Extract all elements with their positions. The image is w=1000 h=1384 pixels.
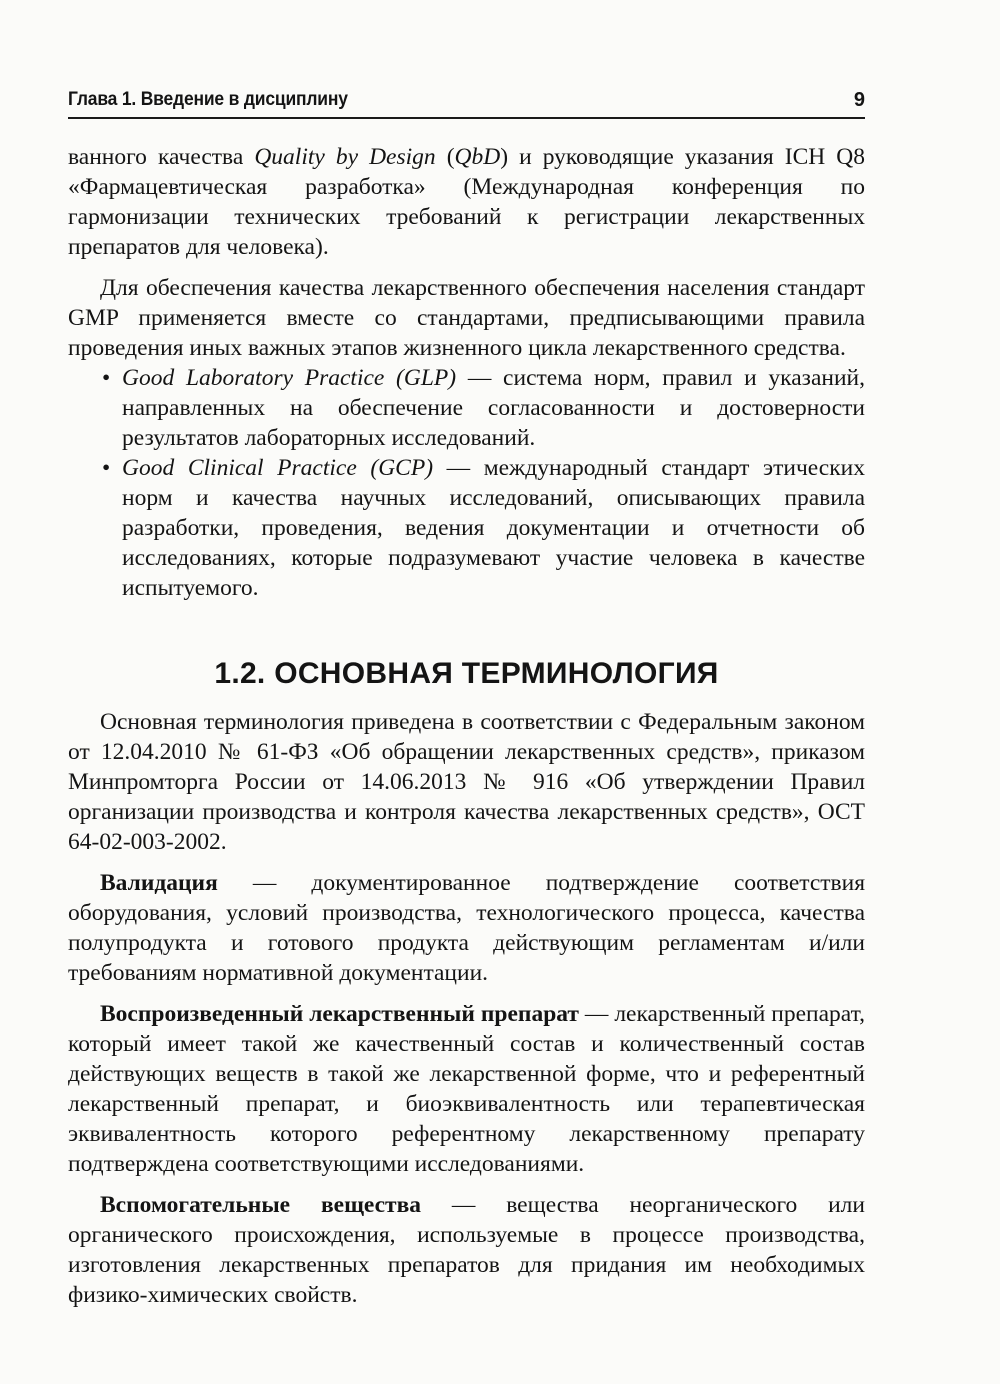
definition-generic-drug (68, 999, 865, 1179)
page-content (68, 142, 865, 1310)
list-item (68, 363, 865, 453)
definition-term: Воспроизведенный лекарственный препарат (100, 1001, 579, 1027)
bullet-icon: • (102, 455, 111, 481)
page-number: 9 (853, 89, 865, 111)
running-header (68, 89, 865, 119)
paragraph-gmp: Для обеспечения качества лекарственного обеспечения населения стандарт GMP применяется вместе со стандартами, предписывающими правила проведения иных важных этапов жизненного цикла лекарственного средства. (68, 275, 865, 361)
list-item-text: — международный стандарт этических норм и качества научных исследований, описывающих правила разработки, проведения, ведения документации и отчетности об исследованиях, которые подразумевают участие человека в качестве испытуемого. (122, 455, 865, 601)
bullet-icon: • (102, 365, 111, 391)
definition-term: Валидация (100, 870, 218, 896)
definition-text: — лекарственный препарат, который имеет такой же качественный состав и количественный состав действующих веществ в такой же лекарственной форме, что и референтный лекарственный препарат, и биоэквивалентность или терапевтическая эквивалентность которого референтному лекарственному препарату подтверждена соответствующими исследованиями. (68, 1001, 865, 1177)
definition-text: — документированное подтверждение соответствия оборудования, условий производства, технологического процесса, качества полупродукта и готового продукта действующим регламентам и/или требованиям нормативной документации. (68, 870, 865, 986)
section-heading: 1.2. ОСНОВНАЯ ТЕРМИНОЛОГИЯ (214, 657, 719, 690)
qbd-term: Quality by Design (254, 144, 436, 170)
list-item-term: Good Clinical Practice (GCP) (122, 455, 434, 481)
practice-list (68, 363, 865, 603)
chapter-title: Глава 1. Введение в дисциплину (68, 89, 348, 110)
paragraph-qbd: ванного качества Quality by Design (QbD) и руководящие указания ICH Q8 «Фармацевтическая разработка» (Международная конференция по гармонизации технических требований к регистрации лекарственных препаратов для человека). (68, 144, 865, 260)
definition-validation (68, 868, 865, 988)
list-item-text: — система норм, правил и указаний, направленных на обеспечение согласованности и достоверности результатов лабораторных исследований. (122, 365, 865, 451)
list-item-term: Good Laboratory Practice (GLP) (122, 365, 457, 391)
paragraph-intro: Основная терминология приведена в соответствии с Федеральным законом от 12.04.2010 № 61-ФЗ «Об обращении лекарственных средств», приказом Минпромторга России от 14.06.2013 № 916 «Об утверждении Правил организации производства и контроля качества лекарственных средств», ОСТ 64-02-003-2002. (68, 709, 865, 855)
definition-term: Вспомогательные вещества (100, 1192, 422, 1218)
definition-text: — вещества неорганического или органического происхождения, используемые в процессе производства, изготовления лекарственных препаратов для придания им необходимых физико-химических свойств. (68, 1192, 865, 1308)
qbd-abbr: QbD (454, 144, 501, 170)
definition-excipients (68, 1190, 865, 1310)
list-item (68, 453, 865, 603)
